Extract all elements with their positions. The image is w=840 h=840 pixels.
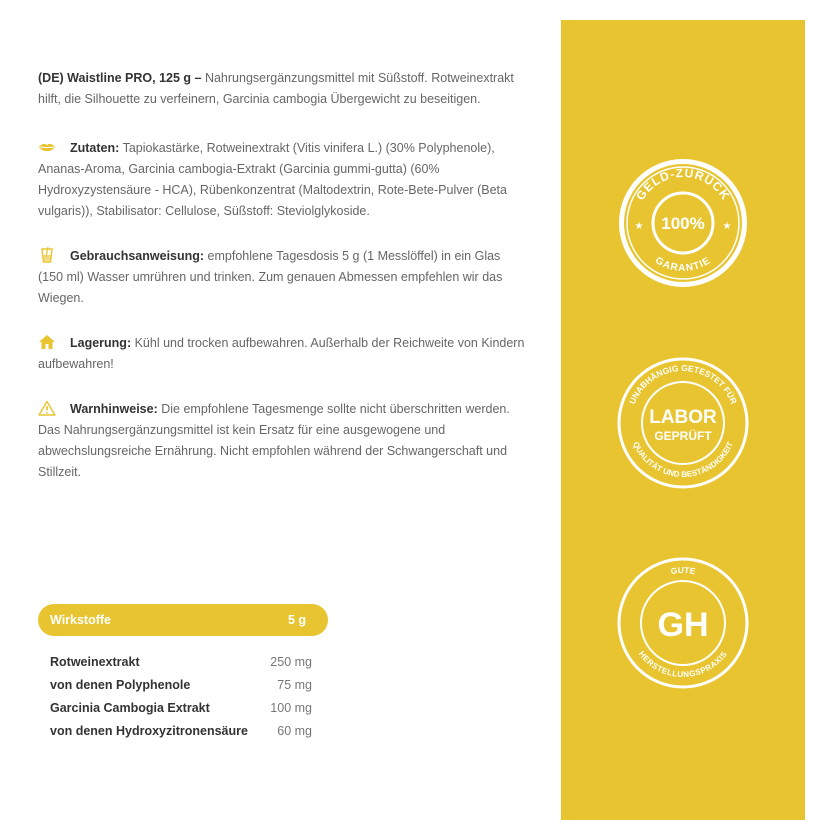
warnings-text: Die empfohlene Tagesmenge sollte nicht überschritten werden. Das Nahrungsergänzungsmittel ist kein Ersatz für eine ausgewogene und abwechslungsreiche Ernährung. Nicht empfohlen während der Schwangerschaft und Stillzeit. (38, 402, 510, 479)
storage-label: Lagerung: (70, 336, 132, 350)
storage-text: Kühl und trocken aufbewahren. Außerhalb der Reichweite von Kindern aufbewahren! (38, 336, 525, 371)
money-back-top-text: GELD-ZURÜCK (633, 165, 733, 203)
gh-top-text: GUTE (669, 564, 697, 577)
badge-band (561, 20, 805, 820)
ingredients-section (38, 138, 528, 222)
svg-text:QUALITÄT UND BESTÄNDIGKEIT (631, 440, 735, 479)
glass-icon (38, 247, 56, 263)
warning-icon (38, 400, 56, 416)
table-header-value: 5 g (287, 613, 306, 627)
svg-text:UNABHÄNGIG GETESTET FÜR (627, 363, 739, 406)
gh-center-text: GH (657, 606, 709, 644)
lips-icon (38, 139, 56, 155)
row-name: von denen Polyphenole (50, 677, 191, 692)
money-back-badge (615, 155, 751, 291)
usage-text: empfohlene Tagesdosis 5 g (1 Messlöffel) in ein Glas (150 ml) Wasser umrühren und trinken. Zum genauen Abmessen empfehlen wir das Wiegen. (38, 249, 503, 305)
labor-seal-icon (615, 355, 751, 491)
row-value: 250 mg (270, 654, 312, 669)
table-row (50, 650, 312, 673)
table-row (50, 696, 312, 719)
labor-top-text: UNABHÄNGIG GETESTET FÜR (626, 362, 740, 406)
warnings-label: Warnhinweise: (70, 402, 158, 416)
money-back-bottom-text: GARANTIE (653, 255, 713, 275)
warnings-section (38, 399, 528, 483)
ingredients-label: Zutaten: (70, 141, 120, 155)
ingredients-text: Tapiokastärke, Rotweinextrakt (Vitis vinifera L.) (30% Polyphenole), Ananas-Aroma, Garcinia cambogia-Extrakt (Garcinia gummi-gutta) (60% Hydroxyzystensäure - HCA), Rübenkonzentrat (Maltodextrin, Rote-Bete-Pulver (Beta vulgaris)), Stabilisator: Cellulose, Süßstoff: Steviolglykoside. (38, 141, 507, 218)
usage-label: Gebrauchsanweisung: (70, 249, 205, 263)
labor-bottom-text: QUALITÄT UND BESTÄNDIGKEIT (631, 440, 735, 480)
table-row (50, 719, 312, 742)
gh-seal-icon (615, 555, 751, 691)
table-body (38, 650, 328, 742)
house-icon (38, 334, 56, 350)
row-name: Rotweinextrakt (50, 654, 140, 669)
labor-line1-text: LABOR (649, 407, 717, 428)
intro-text: Nahrungsergänzungsmittel mit Süßstoff. Rotweinextrakt hilft, die Silhouette zu verfeinern, Garcinia cambogia Übergewicht zu beseitigen. (38, 71, 514, 106)
svg-text:GUTE (670, 565, 697, 576)
product-title: (DE) Waistline PRO, 125 g – (38, 71, 202, 85)
money-back-center-text: 100% (661, 214, 705, 233)
row-value: 100 mg (270, 700, 312, 715)
svg-text:★: ★ (634, 221, 644, 232)
gh-bottom-text: HERSTELLUNGSPRAXIS (636, 649, 730, 680)
product-info (38, 68, 528, 507)
active-ingredients-table (38, 604, 328, 742)
table-header (38, 604, 328, 636)
table-header-label: Wirkstoffe (50, 613, 112, 627)
row-value: 60 mg (277, 723, 312, 738)
labor-line2-text: GEPRÜFT (654, 429, 712, 443)
row-name: Garcinia Cambogia Extrakt (50, 700, 210, 715)
svg-text:★: ★ (722, 221, 732, 232)
usage-section (38, 246, 528, 309)
intro-paragraph (38, 68, 528, 110)
money-back-seal-icon (615, 155, 751, 291)
labor-badge (615, 355, 751, 491)
table-row (50, 673, 312, 696)
row-name: von denen Hydroxyzitronensäure (50, 723, 248, 738)
row-value: 75 mg (277, 677, 312, 692)
gh-badge (615, 555, 751, 691)
storage-section (38, 333, 528, 375)
